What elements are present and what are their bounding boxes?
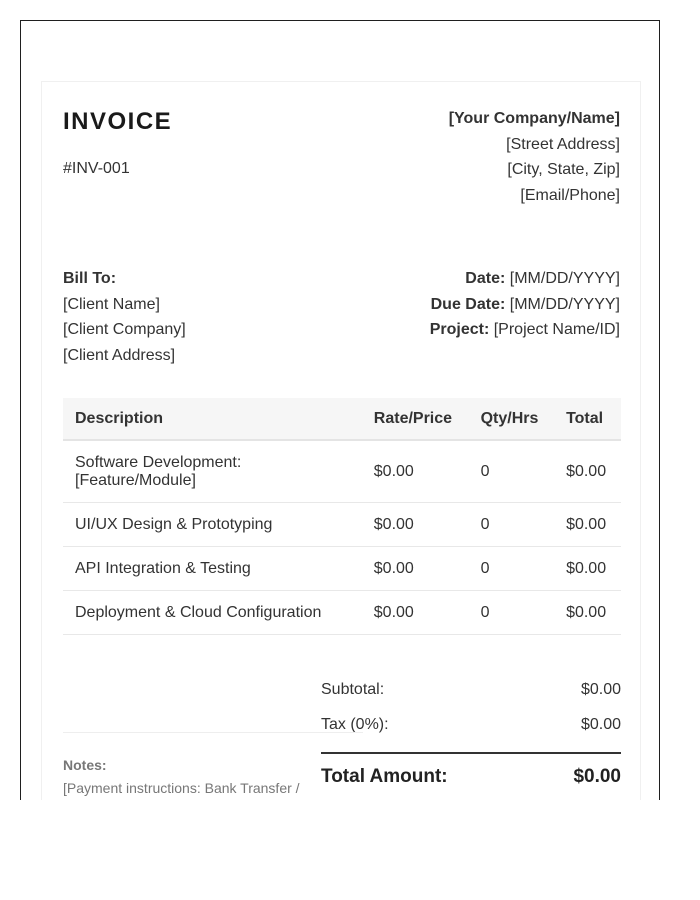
table-row — [63, 591, 621, 635]
header-total: Total — [554, 398, 621, 440]
row-total: $0.00 — [554, 591, 621, 635]
bill-to-label: Bill To: — [63, 270, 117, 287]
client-name: [Client Name] — [63, 295, 160, 313]
row-rate: $0.00 — [362, 591, 469, 635]
row-description: UI/UX Design & Prototyping — [63, 503, 362, 547]
project-row — [430, 317, 620, 343]
bill-to-block — [63, 266, 186, 368]
grand-total-row — [321, 766, 621, 788]
row-total: $0.00 — [554, 547, 621, 591]
row-total: $0.00 — [554, 503, 621, 547]
row-description-line2: [Feature/Module] — [75, 471, 196, 489]
subtotal-value: $0.00 — [580, 681, 621, 698]
project-value: [Project Name/ID] — [493, 321, 620, 338]
company-contact: [Email/Phone] — [520, 186, 620, 204]
project-label: Project: — [429, 321, 490, 338]
row-description — [63, 440, 362, 503]
invoice-title: INVOICE — [63, 108, 173, 135]
company-name: [Your Company/Name] — [448, 110, 620, 127]
date-label: Date: — [465, 270, 506, 287]
total-amount-label: Total Amount: — [321, 766, 448, 787]
row-qty: 0 — [469, 547, 554, 591]
tax-label: Tax (0%): — [321, 716, 389, 733]
tax-row — [321, 707, 621, 742]
row-description: Deployment & Cloud Configuration — [63, 591, 362, 635]
header-rate: Rate/Price — [362, 398, 469, 440]
table-row — [63, 547, 621, 591]
company-street: [Street Address] — [506, 135, 620, 153]
total-divider — [321, 752, 621, 754]
notes-divider — [63, 732, 363, 733]
row-rate: $0.00 — [362, 547, 469, 591]
subtotal-row — [321, 672, 621, 707]
row-total: $0.00 — [554, 440, 621, 503]
row-description-line1: Software Development: — [75, 453, 242, 471]
client-address: [Client Address] — [63, 346, 176, 364]
row-qty: 0 — [469, 503, 554, 547]
company-block — [449, 106, 620, 208]
notes-text: [Payment instructions: Bank Transfer / — [63, 780, 300, 796]
header-qty: Qty/Hrs — [469, 398, 554, 440]
page-frame — [20, 20, 660, 800]
header-description: Description — [63, 398, 362, 440]
due-date-value: [MM/DD/YYYY] — [509, 295, 620, 313]
row-rate: $0.00 — [362, 440, 469, 503]
row-qty: 0 — [469, 440, 554, 503]
subtotal-label: Subtotal: — [321, 681, 385, 698]
notes-label: Notes: — [63, 757, 107, 773]
line-items-table — [63, 398, 621, 635]
invoice-number: #INV-001 — [63, 160, 130, 177]
row-qty: 0 — [469, 591, 554, 635]
dates-block — [430, 266, 620, 343]
date-row — [430, 266, 620, 292]
due-date-row — [430, 292, 620, 318]
row-description: API Integration & Testing — [63, 547, 362, 591]
total-amount-value: $0.00 — [573, 766, 621, 787]
tax-value: $0.00 — [580, 716, 621, 733]
client-company: [Client Company] — [63, 321, 186, 338]
company-city: [City, State, Zip] — [507, 161, 620, 178]
table-header-row — [63, 398, 621, 440]
table-row — [63, 503, 621, 547]
notes-block — [63, 754, 313, 800]
date-value: [MM/DD/YYYY] — [509, 270, 620, 287]
totals-block — [321, 672, 621, 742]
row-rate: $0.00 — [362, 503, 469, 547]
due-date-label: Due Date: — [430, 295, 506, 313]
invoice-sheet — [41, 81, 641, 800]
table-row — [63, 440, 621, 503]
